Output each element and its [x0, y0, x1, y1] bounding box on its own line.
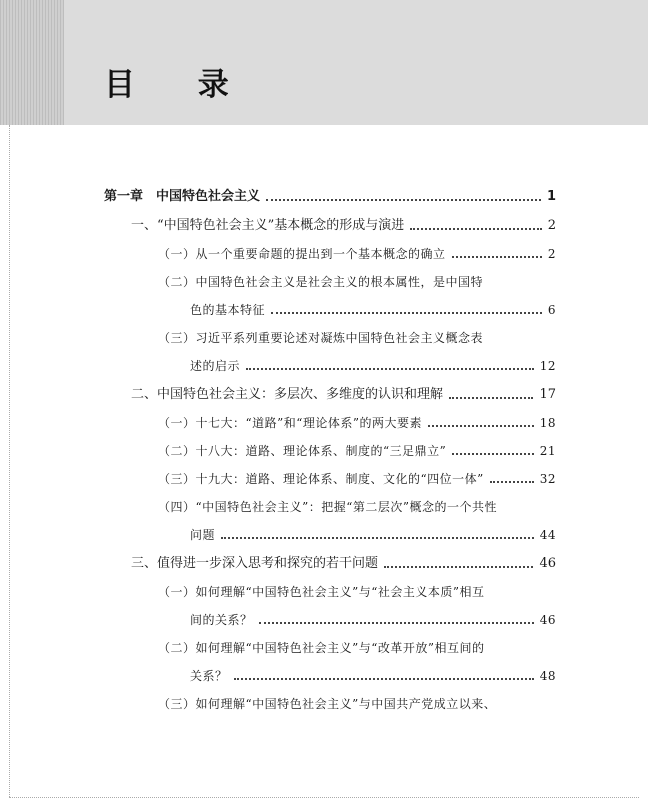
toc-leader-dots: [384, 566, 533, 568]
toc-entry-text: 色的基本特征: [190, 303, 266, 317]
toc-leader-dots: [221, 537, 534, 539]
decorative-stripe: [0, 0, 64, 125]
toc-entry-text: （三）如何理解“中国特色社会主义”与中国共产党成立以来、: [158, 697, 497, 711]
toc-entry-section-2-2[interactable]: [158, 440, 556, 462]
toc-entry-text: 间的关系？: [190, 613, 253, 627]
toc-leader-dots: [428, 425, 534, 427]
toc-entry-section-2-4-line-2[interactable]: [190, 524, 556, 546]
toc-entry-section-1-2-line-1[interactable]: [158, 271, 556, 293]
toc-leader-dots: [271, 312, 542, 314]
toc-entry-section-3-3-line-1[interactable]: [158, 693, 556, 715]
toc-entry-section-1-2-line-2[interactable]: [190, 299, 556, 321]
toc-page-number: 21: [539, 444, 556, 458]
toc-entry-section-1-3-line-2[interactable]: [190, 355, 556, 377]
toc-entry-section-3-1-line-2[interactable]: [190, 609, 556, 631]
toc-entry-text: 述的启示: [190, 359, 241, 373]
toc-entry-text: （三）十九大：道路、理论体系、制度、文化的“四位一体”: [158, 472, 484, 486]
toc-entry-text: （二）中国特色社会主义是社会主义的根本属性，是中国特: [158, 275, 484, 289]
toc-page-number: 6: [547, 303, 556, 317]
toc-entry-section-2-3[interactable]: [158, 468, 556, 490]
toc-entry-section-1-3-line-1[interactable]: [158, 327, 556, 349]
toc-page-number: 2: [547, 247, 556, 261]
toc-page-number: 46: [539, 556, 556, 571]
toc-entry-section-3[interactable]: [131, 553, 556, 575]
toc-entry-text: 二、中国特色社会主义：多层次、多维度的认识和理解: [131, 387, 444, 402]
toc-page-number: 17: [539, 387, 556, 402]
toc-leader-dots: [410, 228, 541, 230]
toc-leader-dots: [246, 368, 534, 370]
page-title: 目 录: [104, 67, 255, 103]
toc-page-number: 2: [547, 218, 556, 233]
toc-page-number: 46: [539, 613, 556, 627]
toc-entry-text: （一）如何理解“中国特色社会主义”与“社会主义本质”相互: [158, 585, 485, 599]
toc-page-number: 44: [539, 528, 556, 542]
toc-entry-text: 第一章 中国特色社会主义: [104, 189, 261, 204]
toc-page-number: 1: [546, 189, 556, 204]
toc-entry-section-3-2-line-2[interactable]: [190, 665, 556, 687]
toc-entry-section-2[interactable]: [131, 384, 556, 406]
toc-entry-text: 三、值得进一步深入思考和探究的若干问题: [131, 556, 379, 571]
toc-entry-text: （二）十八大：道路、理论体系、制度的“三足鼎立”: [158, 444, 447, 458]
toc-entry-text: 问题: [190, 528, 216, 542]
toc-entry-section-1[interactable]: [131, 215, 556, 237]
toc-entry-text: （一）从一个重要命题的提出到一个基本概念的确立: [158, 247, 446, 261]
toc-entry-text: 关系？: [190, 669, 228, 683]
toc-leader-dots: [490, 481, 534, 483]
toc-leader-dots: [266, 199, 541, 201]
toc-entry-text: 一、“中国特色社会主义”基本概念的形成与演进: [131, 218, 405, 233]
page-edge-left: [9, 125, 10, 797]
toc-entry-text: （一）十七大：“道路”和“理论体系”的两大要素: [158, 416, 423, 430]
page-edge-bottom: [9, 797, 639, 798]
header-band: [64, 0, 648, 125]
toc-entry-chapter-1[interactable]: [104, 186, 556, 208]
toc-entry-text: （二）如何理解“中国特色社会主义”与“改革开放”相互间的: [158, 641, 485, 655]
toc-entry-section-3-1-line-1[interactable]: [158, 581, 556, 603]
toc-entry-section-3-2-line-1[interactable]: [158, 637, 556, 659]
toc-leader-dots: [452, 256, 542, 258]
toc-leader-dots: [259, 622, 534, 624]
toc-entry-section-1-1[interactable]: [158, 243, 556, 265]
toc-leader-dots: [449, 397, 533, 399]
toc-leader-dots: [452, 453, 533, 455]
toc-page-number: 48: [539, 669, 556, 683]
toc-page-number: 32: [539, 472, 556, 486]
toc-page-number: 12: [539, 359, 556, 373]
toc-entry-section-2-4-line-1[interactable]: [158, 496, 556, 518]
toc-entry-text: （三）习近平系列重要论述对凝炼中国特色社会主义概念表: [158, 331, 484, 345]
toc-entry-text: （四）“中国特色社会主义”：把握“第二层次”概念的一个共性: [158, 500, 498, 514]
toc-leader-dots: [234, 678, 534, 680]
toc-page-number: 18: [539, 416, 556, 430]
toc-entry-section-2-1[interactable]: [158, 412, 556, 434]
